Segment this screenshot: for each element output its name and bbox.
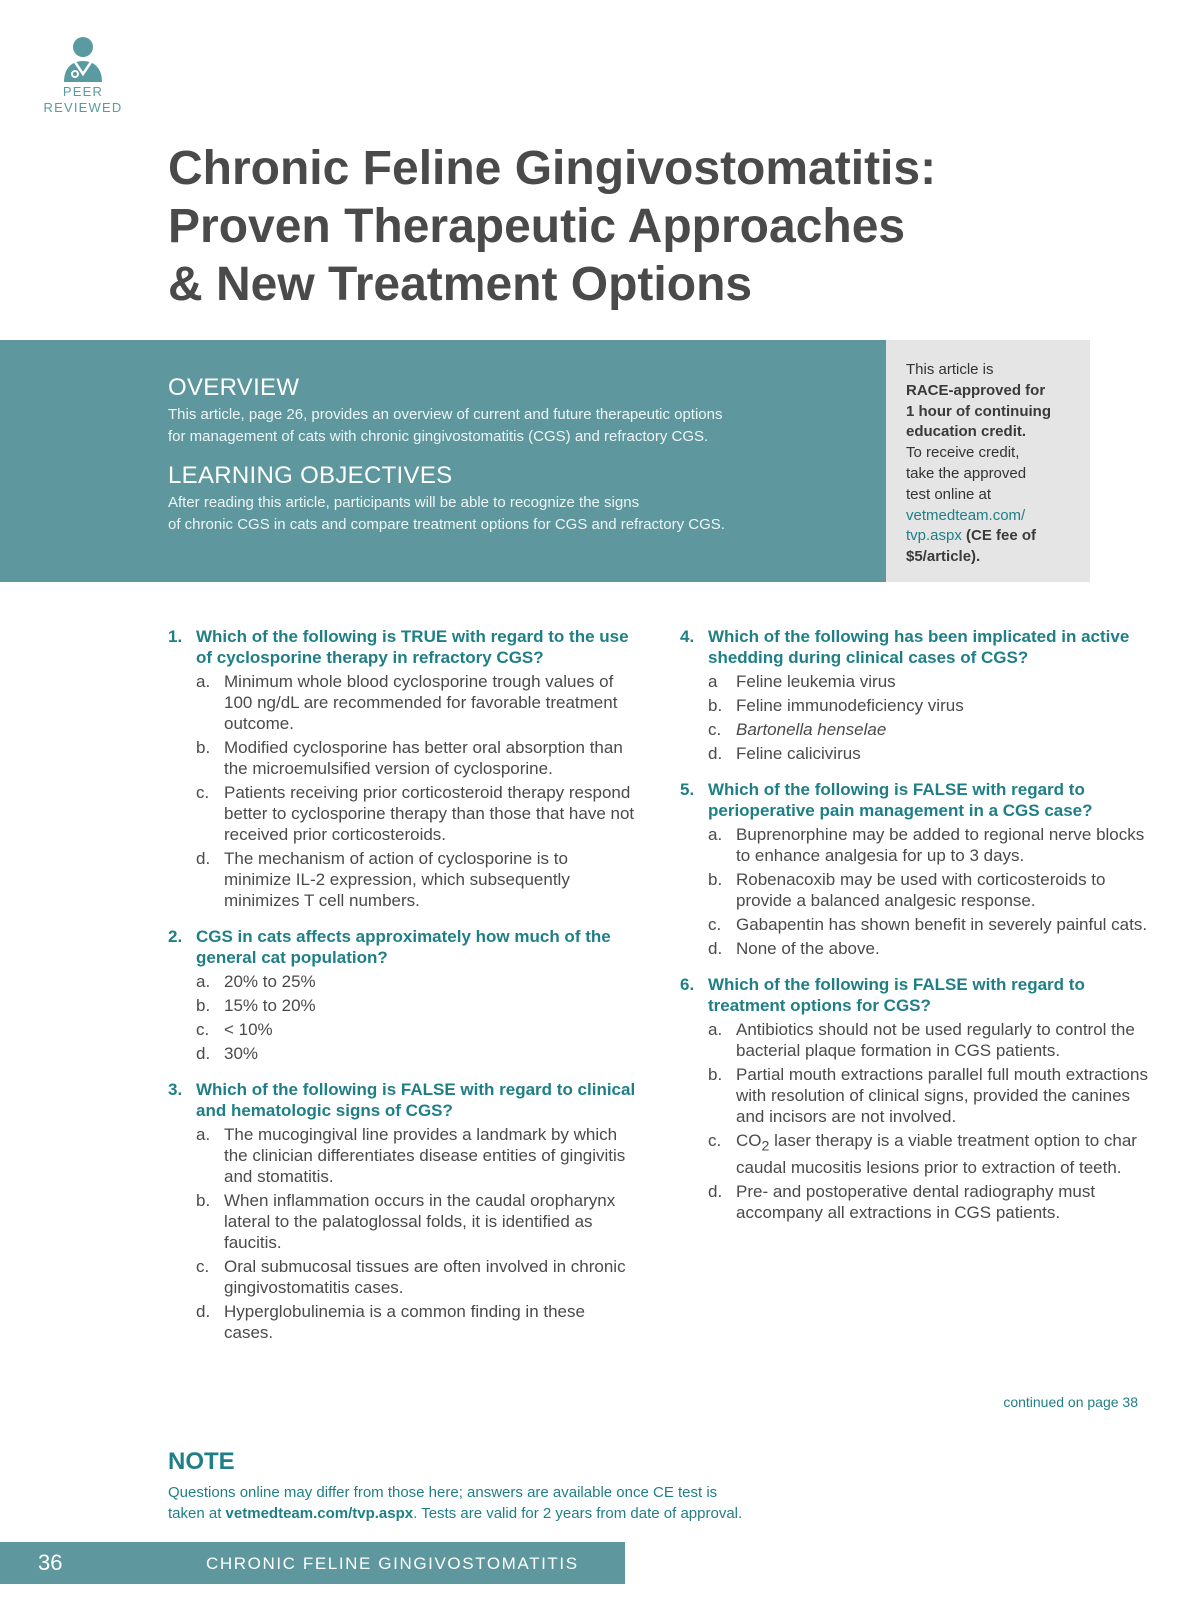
question-text: Which of the following is FALSE with regard to clinical and hematologic signs of CGS? xyxy=(196,1080,636,1120)
questions-right-column xyxy=(680,626,1150,1238)
sidebox-line2: RACE-approved for xyxy=(906,381,1046,399)
badge-line2: REVIEWED xyxy=(43,100,123,115)
objectives-text-line1: After reading this article, participants will be able to recognize the signs xyxy=(168,494,640,511)
question-number: 2. xyxy=(168,927,183,946)
question-5 xyxy=(680,779,1150,959)
question-4 xyxy=(680,626,1150,764)
note-heading: NOTE xyxy=(168,1448,235,1475)
badge-line1: PEER xyxy=(62,84,104,99)
question-text: Which of the following is TRUE with regard to the use of cyclosporine therapy in refractory CGS? xyxy=(196,627,629,667)
question-2 xyxy=(168,926,638,1064)
question-text: Which of the following has been implicated in active shedding during clinical cases of CGS? xyxy=(708,627,1130,667)
note-line1: Questions online may differ from those here; answers are available once CE test is xyxy=(168,1484,718,1501)
question-6 xyxy=(680,974,1150,1223)
questions-left-column xyxy=(168,626,638,1358)
question-number: 5. xyxy=(680,780,695,799)
sidebox-line7: test online at xyxy=(906,485,992,503)
question-text: Which of the following is FALSE with regard to perioperative pain management in a CGS case? xyxy=(708,780,1093,820)
answer-option-a[interactable]: a. The mucogingival line provides a landmark by which the clinician differentiates disease entities of gingivitis and stomatitis. xyxy=(196,1125,626,1186)
sidebox-line9: $5/article). xyxy=(906,548,981,566)
overview-band xyxy=(0,340,886,582)
overview-text-line2: for management of cats with chronic gingivostomatitis (CGS) and refractory CGS. xyxy=(168,428,709,445)
answer-option-a[interactable]: a. Buprenorphine may be added to regional nerve blocks to enhance analgesia for up to 3 days. xyxy=(708,825,1145,865)
sidebox-line5: To receive credit, xyxy=(906,444,1020,462)
answer-option-c[interactable]: c. $CO_2$ laser therapy is a viable treatment option to char caudal mucositis lesions prior to extraction of teeth. xyxy=(708,1131,1137,1178)
note-link[interactable]: vetmedteam.com/tvp.aspx xyxy=(225,1505,414,1522)
answer-option-b[interactable]: b. Robenacoxib may be used with corticosteroids to provide a balanced analgesic response. xyxy=(708,870,1106,910)
question-text: CGS in cats affects approximately how much of the general cat population? xyxy=(196,927,611,967)
sidebox-line1: This article is xyxy=(906,361,994,378)
answer-option-b[interactable]: b. Modified cyclosporine has better oral absorption than the microemulsified version of cyclosporine. xyxy=(196,738,623,778)
objectives-heading: LEARNING OBJECTIVES xyxy=(168,462,453,489)
sidebox-link2[interactable]: tvp.aspx xyxy=(906,527,962,545)
answer-option-d[interactable]: d. 30% xyxy=(196,1044,259,1063)
title-line2: Proven Therapeutic Approaches xyxy=(168,200,906,253)
overview-heading: OVERVIEW xyxy=(168,374,300,401)
continued-note: continued on page 38 xyxy=(1003,1394,1138,1410)
article-title xyxy=(168,140,1128,314)
title-line3: & New Treatment Options xyxy=(168,258,753,311)
sidebox-link1[interactable]: vetmedteam.com/ xyxy=(906,506,1026,524)
race-credit-box xyxy=(886,340,1090,582)
answer-option-c[interactable]: c. Oral submucosal tissues are often involved in chronic gingivostomatitis cases. xyxy=(196,1257,626,1297)
answer-option-d[interactable]: d. Hyperglobulinemia is a common finding in these cases. xyxy=(196,1302,585,1342)
question-number: 6. xyxy=(680,975,695,994)
sidebox-fee: (CE fee of xyxy=(961,527,1037,545)
sidebox-line4: education credit. xyxy=(906,423,1027,441)
page-footer xyxy=(0,1542,625,1584)
note-text xyxy=(168,1482,908,1524)
answer-option-c[interactable]: c. Gabapentin has shown benefit in severely painful cats. xyxy=(708,915,1148,934)
question-text: Which of the following is FALSE with regard to treatment options for CGS? xyxy=(708,975,1085,1015)
question-number: 3. xyxy=(168,1080,183,1099)
answer-option-c[interactable]: c. Patients receiving prior corticosteroid therapy respond better to cyclosporine therapy than those that have not received prior corticosteroids. xyxy=(196,783,635,844)
answer-option-b[interactable]: b. 15% to 20% xyxy=(196,996,316,1015)
question-3 xyxy=(168,1079,638,1343)
peer-reviewed-badge xyxy=(40,34,126,116)
note-line2-post: . Tests are valid for 2 years from date of approval. xyxy=(413,1505,743,1522)
answer-option-a[interactable]: a. Antibiotics should not be used regularly to control the bacterial plaque formation in CGS patients. xyxy=(708,1020,1135,1060)
answer-option-a[interactable]: a. Minimum whole blood cyclosporine trough values of 100 ng/dL are recommended for favorable treatment outcome. xyxy=(196,672,618,733)
answer-option-d[interactable]: d. The mechanism of action of cyclosporine is to minimize IL-2 expression, which subsequently minimizes T cell numbers. xyxy=(196,849,570,910)
title-line1: Chronic Feline Gingivostomatitis: xyxy=(168,142,937,195)
answer-option-a[interactable]: a Feline leukemia virus xyxy=(708,672,896,691)
objectives-text-line2: of chronic CGS in cats and compare treatment options for CGS and refractory CGS. xyxy=(168,516,725,533)
sidebox-line3: 1 hour of continuing xyxy=(906,402,1051,420)
overview-text-line1: This article, page 26, provides an overview of current and future therapeutic options xyxy=(168,406,723,423)
doctor-icon xyxy=(60,34,106,84)
answer-option-b[interactable]: b. Feline immunodeficiency virus xyxy=(708,696,964,715)
answer-option-c[interactable]: c. Bartonella henselae xyxy=(708,720,887,739)
note-line2-pre: taken at xyxy=(168,1505,226,1522)
sidebox-line6: take the approved xyxy=(906,464,1027,482)
question-number: 1. xyxy=(168,627,183,646)
answer-option-d[interactable]: d. None of the above. xyxy=(708,939,880,958)
answer-option-d[interactable]: d. Pre- and postoperative dental radiography must accompany all extractions in CGS patients. xyxy=(708,1182,1096,1223)
question-1 xyxy=(168,626,638,911)
answer-option-c[interactable]: c. < 10% xyxy=(196,1020,273,1039)
answer-option-b[interactable]: b. When inflammation occurs in the caudal oropharynx lateral to the palatoglossal folds, it is identified as faucitis. xyxy=(196,1191,616,1252)
running-title: CHRONIC FELINE GINGIVOSTOMATITIS xyxy=(206,1554,579,1573)
page-number: 36 xyxy=(38,1550,63,1575)
answer-option-b[interactable]: b. Partial mouth extractions parallel full mouth extractions with resolution of clinical signs, provided the canines and incisors are not involved. xyxy=(708,1065,1148,1126)
question-number: 4. xyxy=(680,627,695,646)
answer-option-d[interactable]: d. Feline calicivirus xyxy=(708,744,861,763)
answer-option-a[interactable]: a. 20% to 25% xyxy=(196,972,316,991)
